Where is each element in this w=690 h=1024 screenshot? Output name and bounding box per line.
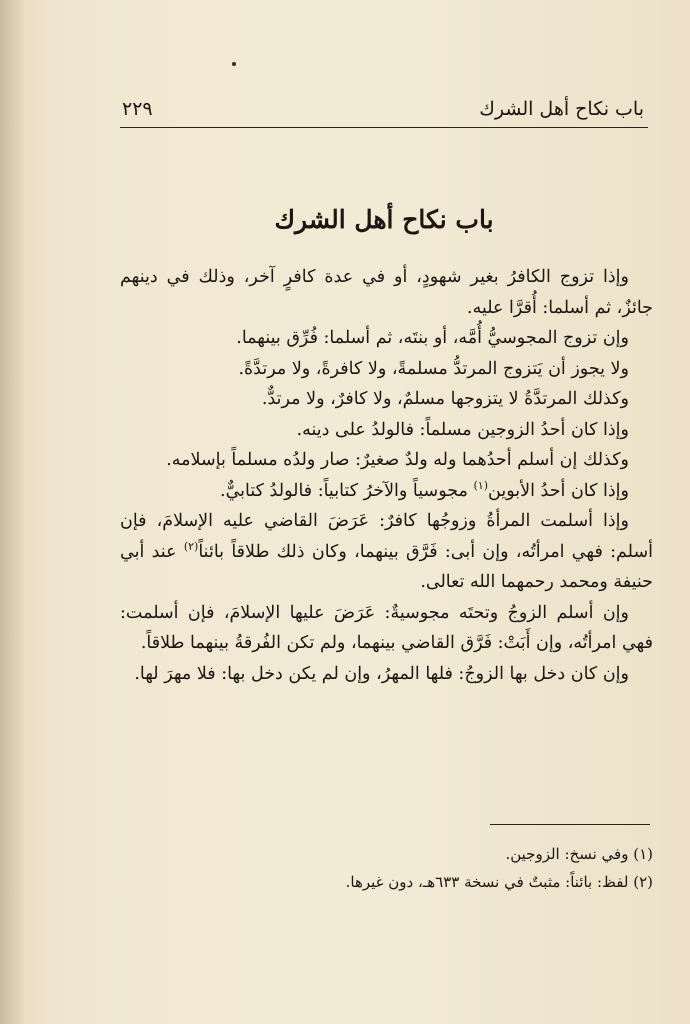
footnotes xyxy=(120,840,653,896)
header-rule xyxy=(120,127,648,128)
footnote: (٢) لفظ: بائناً: مثبتٌ في نسخة ٦٣٣هـ، دون غيرها. xyxy=(345,873,653,891)
paragraph: وإن كان دخل بها الزوجُ: فلها المهرُ، وإن لم يكن دخل بها: فلا مهرَ لها. xyxy=(134,663,629,684)
footnote-ref: (١) xyxy=(473,478,489,492)
ink-speck xyxy=(232,62,236,66)
paragraph: وكذلك المرتدَّةُ لا يتزوجها مسلمٌ، ولا كافرٌ، ولا مرتدٌّ. xyxy=(261,389,629,409)
page-number: ٢٢٩ xyxy=(122,98,153,120)
paragraph: وإذا كان أحدُ الزوجين مسلماً: فالولدُ على دينه. xyxy=(296,419,629,440)
paragraph-rest: مجوسياً والآخرُ كتابياً: فالولدُ كتابيٌّ. xyxy=(220,480,468,501)
body-text xyxy=(120,262,653,689)
footnote-rule xyxy=(490,824,650,825)
paragraph: وإذا تزوج الكافرُ بغير شهودٍ، أو في عدة كافرٍ آخر، وذلك في دينهم جائزٌ، ثم أسلما: أُقرَّا عليه. xyxy=(120,267,653,318)
paragraph: وكذلك إن أسلم أحدُهما وله ولدٌ صغيرٌ: صار ولدُه مسلماً بإسلامه. xyxy=(166,450,629,470)
paragraph: وإن تزوج المجوسيُّ أُمَّه، أو بنتَه، ثم أسلما: فُرِّق بينهما. xyxy=(236,328,629,348)
paragraph xyxy=(120,506,653,598)
paragraph-rest: عند أبي حنيفة ومحمد رحمهما الله تعالى. xyxy=(120,541,653,592)
binding-shadow xyxy=(0,0,26,1024)
footnote-ref: (٢) xyxy=(183,539,199,553)
paragraph xyxy=(120,476,653,507)
footnote: (١) وفي نسخ: الزوجين. xyxy=(505,845,653,863)
running-header xyxy=(122,96,644,126)
paragraph: وإن أسلم الزوجُ وتحتَه مجوسيةٌ: عَرَضَ عليها الإسلامَ، فإن أسلمت: فهي امرأتُه، وإن أَبَتْ: فَرَّق القاضي بينهما، ولم تكن الفُرقةُ بينهما طلاقاً. xyxy=(120,602,653,653)
paragraph-lead: وإذا كان أحدُ الأبوين xyxy=(488,480,629,501)
paragraph-lead: وإذا أسلمت المرأةُ وزوجُها كافرٌ: عَرَضَ القاضي عليه الإسلامَ، فإن أسلم: فهي امرأتُه، وإن أبى: فَرَّق بينهما، وكان ذلك طلاقاً بائناً xyxy=(120,511,653,562)
chapter-title: باب نكاح أهل الشرك xyxy=(274,205,494,234)
paragraph: ولا يجوز أن يَتزوج المرتدُّ مسلمةً، ولا كافرةً، ولا مرتدَّةً. xyxy=(238,358,629,379)
running-header-title: باب نكاح أهل الشرك xyxy=(479,98,644,120)
